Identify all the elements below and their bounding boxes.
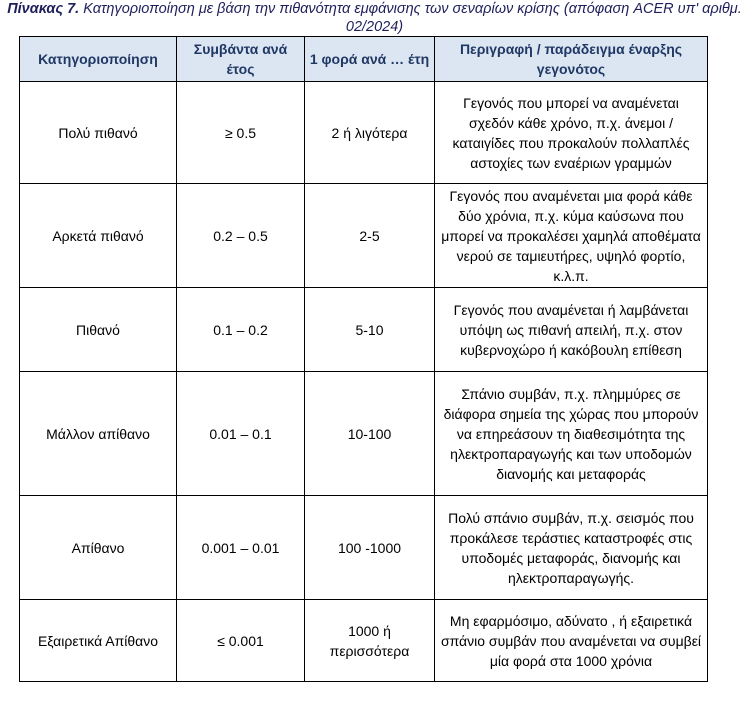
header-category: Κατηγοριοποίηση <box>20 37 177 82</box>
row-description: Γεγονός που μπορεί να αναμένεται σχεδόν κάθε χρόνο, π.χ. άνεμοι / καταιγίδες που προκαλούν πολλαπλές αστοχίες των εναέριων γραμμών <box>435 82 708 184</box>
row-events-per-year: 0.01 – 0.1 <box>177 372 305 496</box>
row-description: Γεγονός που αναμένεται ή λαμβάνεται υπόψη ως πιθανή απειλή, π.χ. στον κυβερνοχώρο ή κακόβουλη επίθεση <box>435 288 708 372</box>
row-once-per-years: 2-5 <box>305 184 435 288</box>
row-category: Εξαιρετικά Απίθανο <box>20 600 177 682</box>
row-category: Απίθανο <box>20 496 177 600</box>
row-description: Μη εφαρμόσιμο, αδύνατο , ή εξαιρετικά σπάνιο συμβάν που αναμένεται να συμβεί μία φορά στα 1000 χρόνια <box>435 600 708 682</box>
row-category: Αρκετά πιθανό <box>20 184 177 288</box>
table-caption <box>0 0 749 36</box>
row-events-per-year: 0.001 – 0.01 <box>177 496 305 600</box>
row-category: Πολύ πιθανό <box>20 82 177 184</box>
header-once-per-years: 1 φορά ανά … έτη <box>305 37 435 82</box>
row-category: Μάλλον απίθανο <box>20 372 177 496</box>
row-category: Πιθανό <box>20 288 177 372</box>
row-events-per-year: ≤ 0.001 <box>177 600 305 682</box>
table-row <box>20 184 708 288</box>
probability-table <box>19 36 708 682</box>
row-events-per-year: 0.1 – 0.2 <box>177 288 305 372</box>
table-caption-label: Πίνακας 7. <box>7 1 80 17</box>
row-description: Σπάνιο συμβάν, π.χ. πλημμύρες σε διάφορα σημεία της χώρας που μπορούν να επηρεάσουν τη διαθεσιμότητα της ηλεκτροπαραγωγής και των υποδομών διανομής και μεταφοράς <box>435 372 708 496</box>
row-description: Πολύ σπάνιο συμβάν, π.χ. σεισμός που προκάλεσε τεράστιες καταστροφές στις υποδομές μεταφοράς, διανομής και ηλεκτροπαραγωγής. <box>435 496 708 600</box>
table-row <box>20 372 708 496</box>
header-events-per-year: Συμβάντα ανά έτος <box>177 37 305 82</box>
row-once-per-years: 100 -1000 <box>305 496 435 600</box>
table-row <box>20 288 708 372</box>
header-description: Περιγραφή / παράδειγμα έναρξης γεγονότος <box>435 37 708 82</box>
table-row <box>20 600 708 682</box>
row-description: Γεγονός που αναμένεται μια φορά κάθε δύο χρόνια, π.χ. κύμα καύσωνα που μπορεί να προκαλέσει χαμηλά αποθέματα νερού σε ταμιευτήρες, υψηλό φορτίο, κ.λ.π. <box>435 184 708 288</box>
table-row <box>20 82 708 184</box>
row-events-per-year: 0.2 – 0.5 <box>177 184 305 288</box>
row-events-per-year: ≥ 0.5 <box>177 82 305 184</box>
table-row <box>20 496 708 600</box>
table-header-row <box>20 37 708 82</box>
row-once-per-years: 2 ή λιγότερα <box>305 82 435 184</box>
row-once-per-years: 5-10 <box>305 288 435 372</box>
row-once-per-years: 10-100 <box>305 372 435 496</box>
row-once-per-years: 1000 ή περισσότερα <box>305 600 435 682</box>
table-caption-text: Κατηγοριοποίηση με βάση την πιθανότητα εμφάνισης των σεναρίων κρίσης (απόφαση ACER υπ' αριθμ. 02/2024) <box>79 1 742 35</box>
